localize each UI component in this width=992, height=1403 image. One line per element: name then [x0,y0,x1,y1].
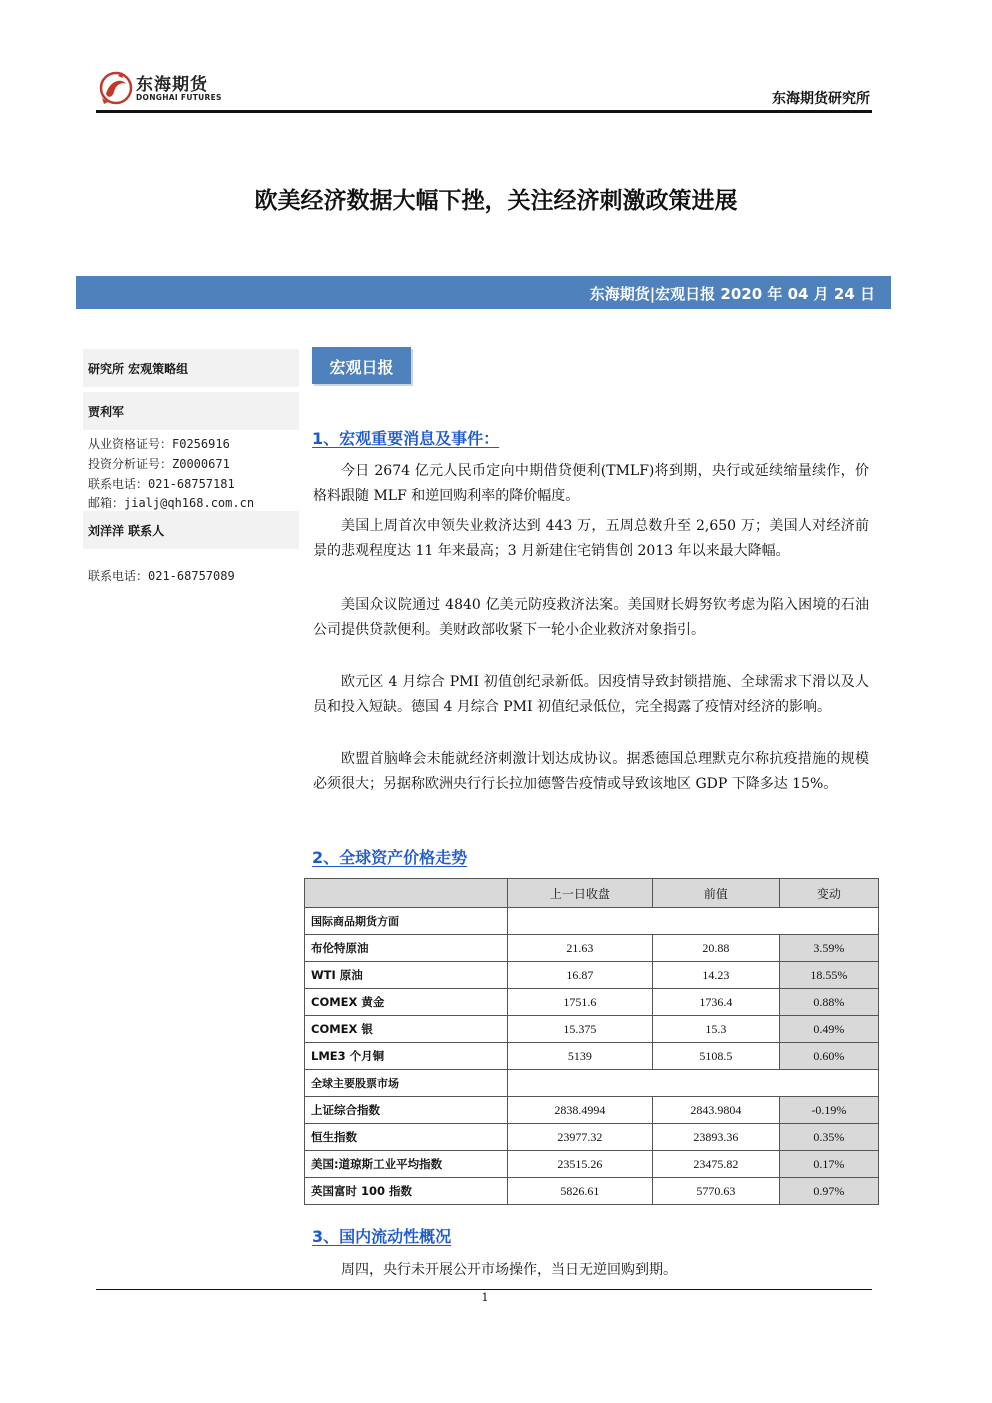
table-group-label: 全球主要股票市场 [305,1070,508,1097]
header-org-name: 东海期货研究所 [772,91,870,107]
table-header-cell: 前值 [652,879,779,908]
table-cell: 23977.32 [508,1124,653,1151]
table-row-label: 恒生指数 [305,1124,508,1151]
news-paragraph: 美国上周首次申领失业救济达到 443 万，五周总数升至 2,650 万；美国人对经济前景的悲观程度达 11 年来最高；3 月新建住宅销售创 2013 年以来最大降幅。 [313,518,869,559]
sidebar-dept: 研究所 宏观策略组 [88,362,189,376]
analyst2-header [83,511,299,549]
table-row-label: WTI 原油 [305,962,508,989]
table-cell: 0.88% [779,989,878,1016]
table-cell: 23515.26 [508,1151,653,1178]
table-header-cell: 变动 [779,879,878,908]
table-cell: 0.17% [779,1151,878,1178]
table-row-label: 美国:道琼斯工业平均指数 [305,1151,508,1178]
report-date-bar [76,276,891,309]
table-row [305,1097,879,1124]
header-divider [96,110,872,113]
table-row [305,1043,879,1070]
analyst1-phone: 联系电话：021-68757181 [88,477,235,491]
news-paragraph: 美国众议院通过 4840 亿美元防疫救济法案。美国财长姆努钦考虑为陷入困境的石油公司提供贷款便利。美财政部收紧下一轮小企业救济对象指引。 [313,597,869,638]
asset-price-table [304,878,879,1205]
dragon-logo-icon [96,68,136,108]
table-group-filler [508,1070,879,1097]
table-row [305,962,879,989]
news-paragraph: 今日 2674 亿元人民币定向中期借贷便利(TMLF)将到期，央行或延续缩量续作，价格料跟随 MLF 和逆回购利率的降价幅度。 [313,463,869,504]
analyst1-qualification: 从业资格证号：F0256916 [88,437,230,451]
table-group-row [305,1070,879,1097]
table-row [305,989,879,1016]
table-row [305,1178,879,1205]
table-cell: 5139 [508,1043,653,1070]
table-row-label: COMEX 银 [305,1016,508,1043]
report-type-label: 宏观日报 [329,358,394,377]
table-row-label: 上证综合指数 [305,1097,508,1124]
analyst1-analysis-cert: 投资分析证号：Z0000671 [88,457,230,471]
table-row [305,935,879,962]
table-cell: 16.87 [508,962,653,989]
table-cell: 0.60% [779,1043,878,1070]
report-type-tag [312,347,411,384]
table-cell: 5770.63 [652,1178,779,1205]
table-cell: 18.55% [779,962,878,989]
table-cell: 2838.4994 [508,1097,653,1124]
table-row-label: LME3 个月铜 [305,1043,508,1070]
logo-text-cn: 东海期货 [136,75,208,95]
analyst1-name: 贾利军 [88,405,125,419]
analyst2-name: 刘洋洋 联系人 [88,524,165,538]
logo-text-en: DONGHAI FUTURES [136,93,222,102]
table-cell: 5826.61 [508,1178,653,1205]
table-group-row [305,908,879,935]
table-row-label: 布伦特原油 [305,935,508,962]
table-cell: 0.97% [779,1178,878,1205]
table-cell: 23893.36 [652,1124,779,1151]
table-cell: 3.59% [779,935,878,962]
table-cell: 23475.82 [652,1151,779,1178]
table-group-filler [508,908,879,935]
table-header-row [305,879,879,908]
table-group-label: 国际商品期货方面 [305,908,508,935]
table-row [305,1124,879,1151]
table-header-cell [305,879,508,908]
analyst1-email[interactable]: 邮箱：jialj@qh168.com.cn [88,496,255,510]
table-cell: 2843.9804 [652,1097,779,1124]
news-paragraph: 欧盟首脑峰会未能就经济刺激计划达成协议。据悉德国总理默克尔称抗疫措施的规模必须很大；另据称欧洲央行行长拉加德警告疫情或导致该地区 GDP 下降多达 15%。 [313,751,869,792]
table-cell: 1751.6 [508,989,653,1016]
table-cell: 14.23 [652,962,779,989]
table-row-label: 英国富时 100 指数 [305,1178,508,1205]
table-cell: 15.3 [652,1016,779,1043]
section3-title: 3、国内流动性概况 [312,1227,452,1246]
table-cell: 0.35% [779,1124,878,1151]
table-cell: 15.375 [508,1016,653,1043]
footer-divider [96,1289,872,1290]
table-row-label: COMEX 黄金 [305,989,508,1016]
liquidity-paragraph: 周四，央行未开展公开市场操作，当日无逆回购到期。 [341,1262,677,1278]
table-header-cell: 上一日收盘 [508,879,653,908]
page-number: 1 [481,1291,489,1304]
table-cell: 1736.4 [652,989,779,1016]
sidebar-dept-header [83,349,299,387]
table-cell: 5108.5 [652,1043,779,1070]
news-paragraph: 欧元区 4 月综合 PMI 初值创纪录新低。因疫情导致封锁措施、全球需求下滑以及人员和投入短缺。德国 4 月综合 PMI 初值纪录低位，完全揭露了疫情对经济的影响。 [313,674,869,715]
table-cell: 0.49% [779,1016,878,1043]
report-date-text: 东海期货|宏观日报 2020 年 04 月 24 日 [589,285,875,303]
table-row [305,1016,879,1043]
analyst2-phone: 联系电话：021-68757089 [88,569,235,583]
table-row [305,1151,879,1178]
table-cell: 20.88 [652,935,779,962]
table-cell: 21.63 [508,935,653,962]
document-title: 欧美经济数据大幅下挫，关注经济刺激政策进展 [254,188,738,214]
company-logo [96,68,236,110]
table-cell: -0.19% [779,1097,878,1124]
section2-title: 2、全球资产价格走势 [312,848,468,867]
analyst1-header [83,392,299,430]
section1-title: 1、宏观重要消息及事件： [312,429,500,448]
